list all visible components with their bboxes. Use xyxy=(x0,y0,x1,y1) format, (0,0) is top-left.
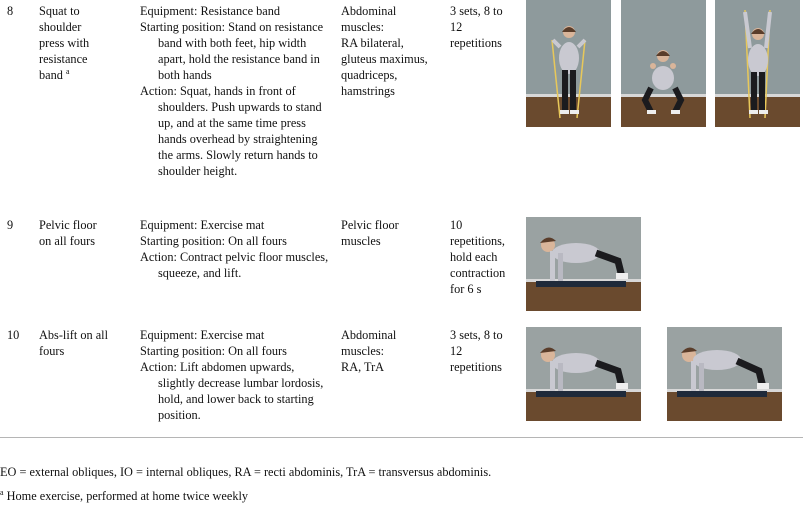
row-8-muscles: Abdominal muscles: RA bilateral, gluteus maximus, quadriceps, hamstrings xyxy=(341,4,428,98)
footnote-marker: a xyxy=(0,487,4,497)
row-8-dosage: 3 sets, 8 to 12 repetitions xyxy=(450,4,503,50)
row-9-exercise-name: Pelvic floor on all fours xyxy=(39,218,97,248)
row-9-muscles: Pelvic floor muscles xyxy=(341,218,399,248)
row-8-description: Equipment: Resistance band Starting position: Stand on resistance band with both feet, hip width apart, hold the resistance band in both hands Action: Squat, hands in front of shoulders. Push upwards to stand up, and at the same time press hands overhead by straightening the arms. Slowly return hands to shoulder height. xyxy=(140,4,324,178)
abbreviations-footnote: EO = external obliques, IO = internal obliques, RA = recti abdominis, TrA = transversus abdominis. xyxy=(0,465,492,479)
table-bottom-rule xyxy=(0,437,803,438)
row-10-number: 10 xyxy=(7,328,20,342)
photo-standing-arms-overhead xyxy=(715,0,800,127)
row-9-number: 9 xyxy=(7,218,14,232)
row-10-dosage: 3 sets, 8 to 12 repetitions xyxy=(450,328,503,374)
photo-squat-hands-at-shoulders xyxy=(621,0,706,127)
row-9-dosage: 10 repetitions, hold each contraction for 6 s xyxy=(450,218,506,296)
photo-standing-start xyxy=(526,0,611,127)
photo-all-fours-abdomen-lifted xyxy=(667,327,782,421)
row-9-description: Equipment: Exercise mat Starting position: On all fours Action: Contract pelvic floor muscles, squeeze, and lift. xyxy=(140,218,329,280)
photo-all-fours-start xyxy=(526,327,641,421)
photo-all-fours xyxy=(526,217,641,311)
home-exercise-footnote: $^a$ Home exercise, performed at home twice weekly xyxy=(0,487,249,503)
row-8-exercise-name: Squat to shoulder press with resistance band $^a$ xyxy=(39,4,90,82)
footnote-marker: a xyxy=(65,66,70,76)
row-10-muscles: Abdominal muscles: RA, TrA xyxy=(341,328,397,374)
row-10-description: Equipment: Exercise mat Starting position: On all fours Action: Lift abdomen upwards, slightly decrease lumbar lordosis, hold, and lower back to starting position. xyxy=(140,328,324,422)
row-10-exercise-name: Abs-lift on all fours xyxy=(39,328,108,358)
row-8-number: 8 xyxy=(7,4,14,18)
